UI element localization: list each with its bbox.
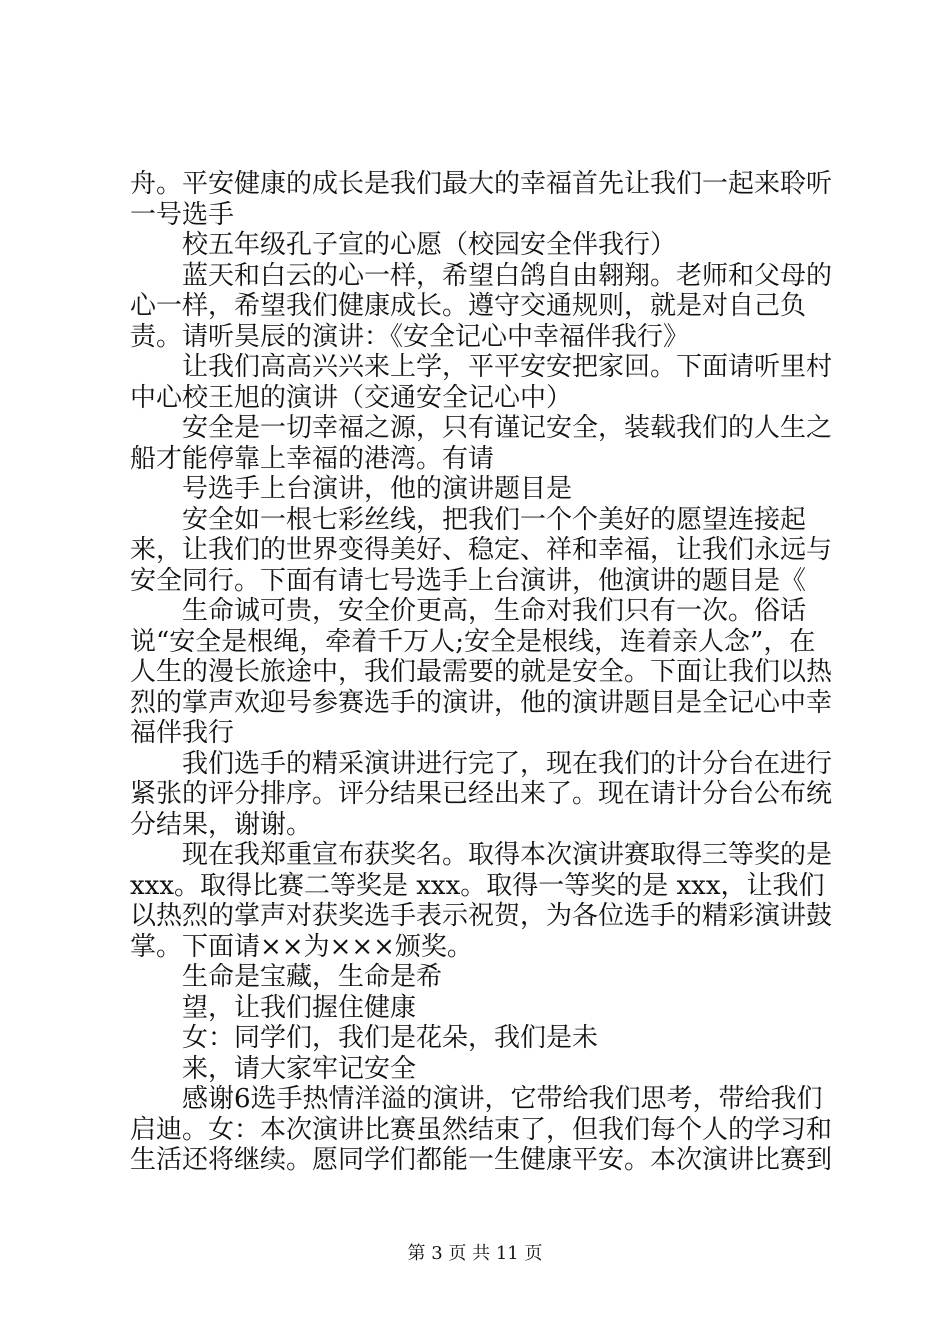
paragraph: 让我们高高兴兴来上学，平平安安把家回。下面请听里村中心校王旭的演讲（交通安全记心中） <box>130 352 833 413</box>
paragraph: 来，请大家牢记安全 <box>182 1053 417 1084</box>
paragraph: 校五年级孔子宣的心愿（校园安全伴我行） <box>182 230 677 260</box>
paragraph: 生命诚可贵，安全价更高，生命对我们只有一次。俗话说“安全是根绳，牵着千万人;安全是根线，连着亲人念”，在人生的漫长旅途中，我们最需要的就是安全。下面让我们以热烈的掌声欢迎号参赛选手的演讲，他的演讲题目是全记心中幸福伴我行 <box>130 596 833 748</box>
paragraph: 女：同学们，我们是花朵，我们是未 <box>182 1023 599 1053</box>
paragraph: 号选手上台演讲，他的演讲题目是 <box>182 474 573 504</box>
paragraph: 我们选手的精采演讲进行完了，现在我们的计分台在进行紧张的评分排序。评分结果已经出来了。现在请计分台公布统分结果，谢谢。 <box>130 748 833 840</box>
paragraph: 安全是一切幸福之源，只有谨记安全，装载我们的人生之船才能停靠上幸福的港湾。有请 <box>130 413 833 474</box>
paragraph: 望，让我们握住健康 <box>182 992 417 1023</box>
paragraph: 舟。平安健康的成长是我们最大的幸福首先让我们一起来聆听一号选手 <box>130 169 833 230</box>
paragraph: 感谢6选手热情洋溢的演讲，它带给我们思考，带给我们启迪。女：本次演讲比赛虽然结束了，但我们每个人的学习和生活还将继续。愿同学们都能一生健康平安。本次演讲比赛到 <box>130 1084 833 1175</box>
paragraph: 蓝天和白云的心一样，希望白鸽自由翱翔。老师和父母的心一样，希望我们健康成长。遵守交通规则，就是对自己负责。请听昊辰的演讲：《安全记心中幸福伴我行》 <box>130 260 833 352</box>
document-body <box>130 169 836 1176</box>
paragraph: 生命是宝藏，生命是希 <box>182 962 443 992</box>
paragraph: 安全如一根七彩丝线，把我们一个个美好的愿望连接起来，让我们的世界变得美好、稳定、祥和幸福，让我们永远与安全同行。下面有请七号选手上台演讲，他演讲的题目是《 <box>130 504 833 596</box>
paragraph: 现在我郑重宣布获奖名。取得本次演讲赛取得三等奖的是xxx。取得比赛二等奖是 xxx。取得一等奖的是 xxx，让我们以热烈的掌声对获奖选手表示祝贺，为各位选手的精彩演讲鼓掌。下面请××为×××颁奖。 <box>130 840 833 962</box>
page-number-footer: 第 3 页 共 11 页 <box>407 1243 543 1264</box>
